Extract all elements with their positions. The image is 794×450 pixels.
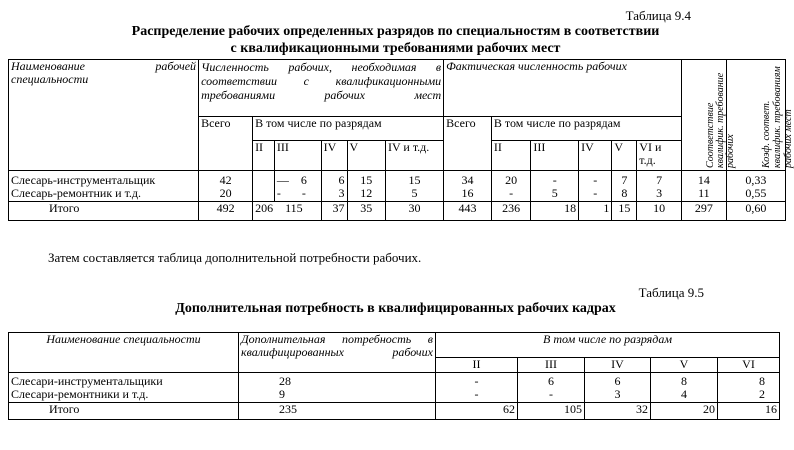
t1-cell: 16 [444,187,492,201]
t1-cell: 12 [347,187,385,201]
t1-cell: - [531,171,579,188]
t1-cell: 11 [682,187,727,201]
t2-cell: 8 [651,373,718,389]
t1-cell: 10 [637,201,682,220]
t1-grade-req: IV и т.д. [385,141,443,171]
t2-cell: 8 [718,373,780,389]
t1-cell: 0,55 [726,187,785,201]
t1-cell: - [579,171,612,188]
paragraph: Затем составляется таблица дополнительной потребности рабочих. [48,250,422,265]
t1-header-act-by-grade: В том числе по разрядам [491,117,681,141]
t1-grade-req: III [274,141,321,171]
t1-cell [253,201,322,220]
t2-header-additional: Дополнительная потребность в квалифицированных рабочих [239,333,436,373]
t2-cell: 105 [518,402,585,419]
table-row: Слесари-инструментальщики [9,373,239,389]
table1-title-line1: Распределение рабочих определенных разрядов по специальностям в соответствии [131,24,660,39]
t1-cell: 0,33 [726,171,785,188]
t2-cell: 4 [651,388,718,402]
t1-grade-act: IV [579,141,612,171]
t2-grade: III [518,358,585,373]
t1-header-name: Наименование рабочей специальности [9,60,199,171]
t1-cell: - [491,187,530,201]
t1-cell: 443 [444,201,492,220]
t2-cell: 28 [239,373,436,389]
t2-grade: V [651,358,718,373]
t1-cell-text: — [276,173,289,187]
t1-cell: 0,60 [726,201,785,220]
t1-cell-text: 206 [255,200,274,215]
t1-cell: 7 [612,171,637,188]
t1-cell: 5 [531,187,579,201]
table-row: Слесари-ремонтники и т.д. [9,388,239,402]
t1-grade-act: II [491,141,530,171]
t1-cell: 18 [531,201,579,220]
t2-cell: 2 [718,388,780,402]
t1-header-match [682,60,737,171]
table-row: Слесарь-ремонтник и т.д. [9,187,199,201]
t2-cell: - [518,388,585,402]
t1-cell: 6 [321,171,347,188]
t1-cell: 3 [321,187,347,201]
t1-cell: 7 [637,171,682,188]
table1-caption: Таблица 9.4 [625,8,691,23]
t1-cell: 236 [491,201,530,220]
t1-header-actual: Фактическая численность рабочих [444,60,682,117]
table-row: Слесарь-инструментальщик [9,171,199,188]
t1-cell: - [579,187,612,201]
t1-cell-text: - [301,186,306,200]
t1-cell [274,171,321,188]
t1-cell: 37 [321,201,347,220]
t1-cell: 3 [637,187,682,201]
t2-cell: 6 [585,373,651,389]
table2-title: Дополнительная потребность в квалифицированных рабочих кадрах [175,301,616,316]
t2-cell: 16 [718,402,780,419]
table2-caption: Таблица 9.5 [638,285,704,300]
t2-cell: 3 [585,388,651,402]
t1-grade-req: V [347,141,385,171]
t2-header-name: Наименование специальности [9,333,239,373]
t1-grade-act: VI и т.д. [637,141,682,171]
table-row-total: Итого [9,402,239,419]
t1-header-req-by-grade: В том числе по разрядам [253,117,444,141]
t2-cell: 9 [239,388,436,402]
t2-header-by-grade: В том числе по разрядам [436,333,780,358]
t2-grade: IV [585,358,651,373]
t2-cell: - [436,373,518,389]
t1-cell [274,187,321,201]
t1-cell: 42 [199,171,253,188]
t1-cell-text: 115 [285,200,303,215]
table1 [8,59,794,221]
t1-cell: 8 [612,187,637,201]
t1-header-act-total: Всего [444,117,492,171]
t1-cell: 20 [491,171,530,188]
t1-cell: 5 [385,187,443,201]
t1-cell: 20 [199,187,253,201]
t1-cell: 1 [579,201,612,220]
t2-grade: VI [718,358,780,373]
t1-grade-req: IV [321,141,347,171]
table-row-total: Итого [9,201,199,220]
t2-cell: - [436,388,518,402]
t1-header-required: Численность рабочих, необходимая в соответствии с квалификационными требованиями рабочих мест [199,60,444,117]
t2-cell: 20 [651,402,718,419]
t2-cell: 62 [436,402,518,419]
t1-header-coef-text: Коэф. соответ. квалифик. требованиям рабочих мест [760,66,794,168]
t1-cell-text: - [276,186,281,200]
t1-grade-act: III [531,141,579,171]
t1-cell: 492 [199,201,253,220]
t1-cell: 30 [385,201,443,220]
t2-cell: 6 [518,373,585,389]
t1-cell: 14 [682,171,727,188]
t1-cell: 34 [444,171,492,188]
t1-cell-text: 6 [300,173,307,187]
table1-title-line2: с квалификационными требованиями рабочих мест [230,41,561,56]
t2-cell: 32 [585,402,651,419]
t1-cell [253,171,275,188]
t1-cell: 297 [682,201,727,220]
t1-header-coef [726,60,794,171]
t1-header-match-text: Соответствие квалифик. требование рабочих [705,72,737,168]
t1-cell: 35 [347,201,385,220]
t1-cell: 15 [612,201,637,220]
t1-cell: 15 [385,171,443,188]
t1-cell: 15 [347,171,385,188]
table2 [8,332,780,420]
t1-grade-act: V [612,141,637,171]
t2-cell: 235 [239,402,436,419]
t1-grade-req: II [253,141,275,171]
t1-cell [253,187,275,201]
t1-header-req-total: Всего [199,117,253,171]
t2-grade: II [436,358,518,373]
